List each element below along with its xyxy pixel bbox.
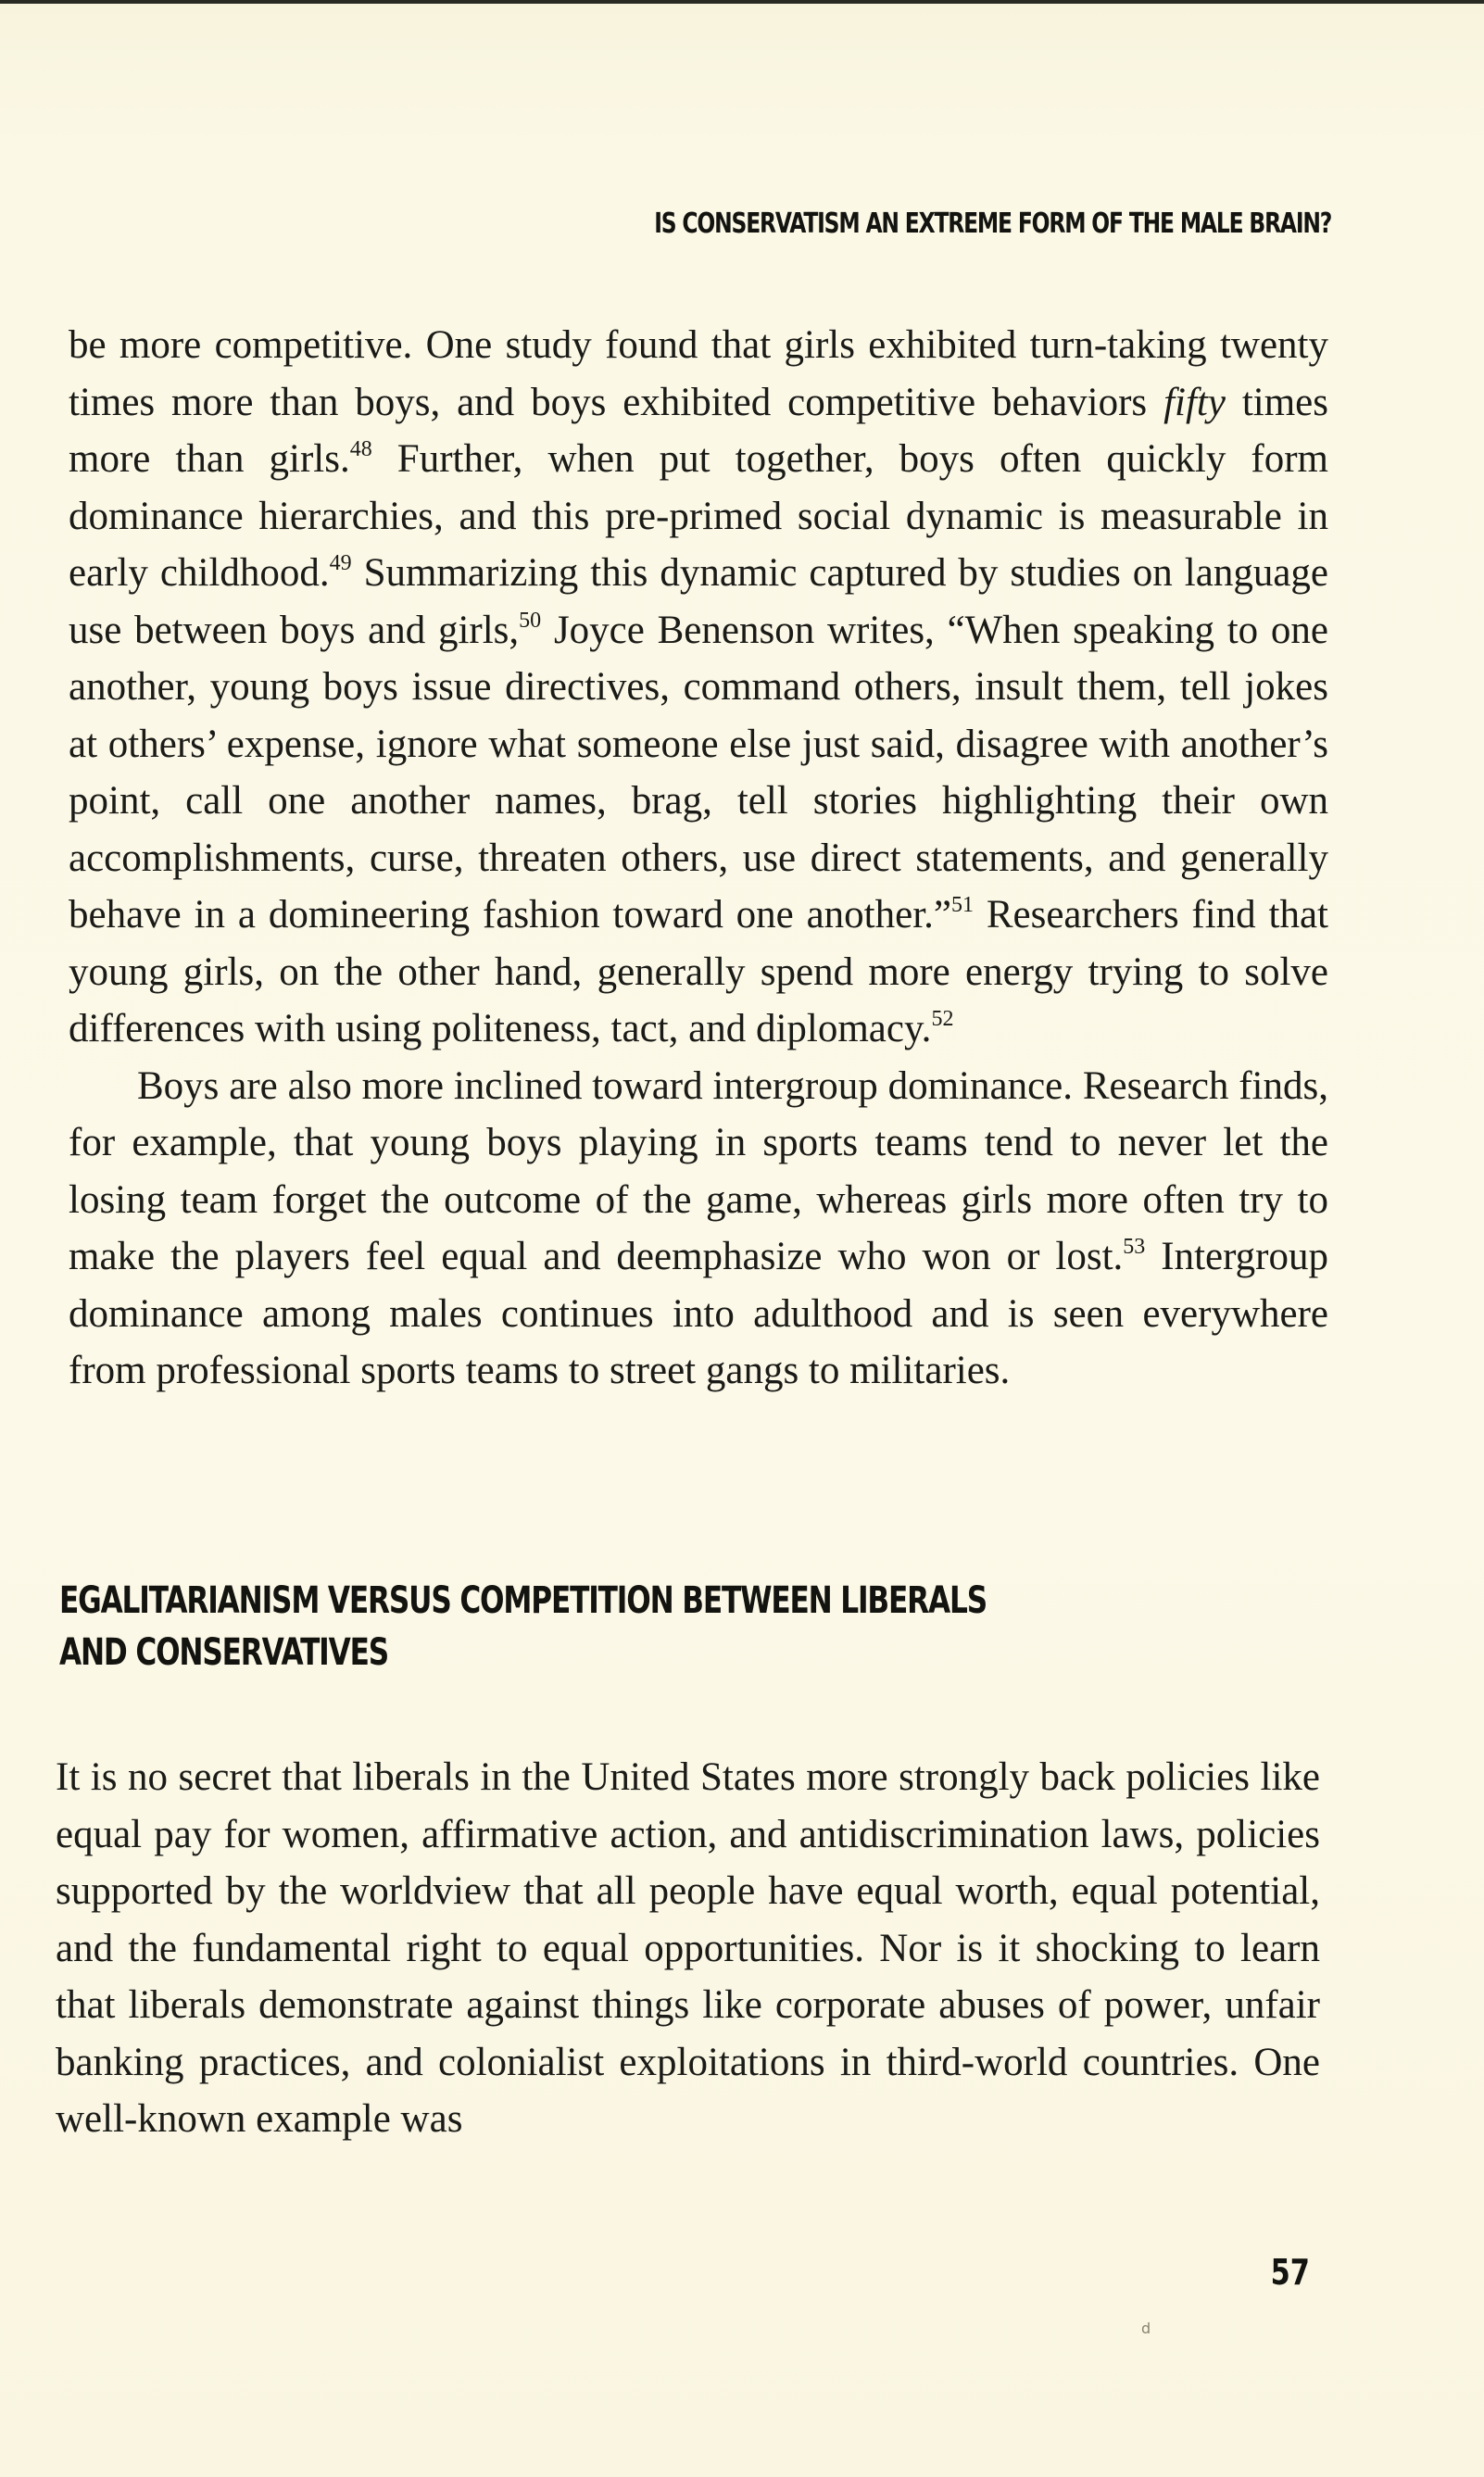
paragraph-2-text-a: Boys are also more inclined toward intergroup dominance. Research finds, for example, that young boys playing in sports teams tend to never let the losing team forget the outcome of the game, whereas girls more often try to make the players feel equal and deemphasize who won or lost.: [69, 1063, 1328, 1278]
paragraph-1-text-e: Joyce Benenson writes, “When speaking to one another, young boys issue directives, command others, insult them, tell jokes at others’ expense, ignore what someone else just said, disagree with another’s point, call one another names, brag, tell stories highlighting their own accomplishments, curse, threaten others, use direct statements, and generally behave in a domineering fashion toward one another.”: [69, 608, 1329, 937]
paragraph-1-text-a: be more competitive. One study found that girls exhibited turn-taking twenty times more than boys, and boys exhibited competitive behaviors: [69, 323, 1328, 424]
footnote-ref-50: 50: [519, 608, 542, 633]
paragraph-2: [69, 1058, 1328, 1400]
paper-speck-mark: ⅾ: [1141, 2320, 1151, 2337]
page-top-edge: [0, 0, 1484, 4]
section-heading-line-2: AND CONSERVATIVES: [59, 1631, 389, 1674]
footnote-ref-51: 51: [951, 893, 974, 917]
paragraph-1-text-c: Further, when put together, boys often quickly form dominance hierarchies, and this pre-primed social dynamic is measurable in early childhood.: [69, 437, 1328, 595]
body-text-block-2: [56, 1749, 1320, 2148]
page-number: 57: [1270, 2252, 1310, 2293]
paragraph-1-text-d: Summarizing this dynamic captured by studies on language use between boys and girls,: [69, 551, 1328, 652]
section-heading: [59, 1575, 987, 1679]
paragraph-1: [69, 317, 1328, 1058]
paragraph-3: It is no secret that liberals in the United States more strongly back policies like equal pay for women, affirmative action, and antidiscrimination laws, policies supported by the worldview that all people have equal worth, equal potential, and the fundamental right to equal opportunities. Nor is it shocking to learn that liberals demonstrate against things like corporate abuses of power, unfair banking practices, and colonialist exploitations in third-world countries. One well-known example was: [56, 1755, 1320, 2141]
section-heading-line-1: EGALITARIANISM VERSUS COMPETITION BETWEEN LIBERALS: [59, 1579, 987, 1622]
paragraph-1-text-b: times more than girls.: [69, 380, 1328, 481]
running-head: IS CONSERVATISM AN EXTREME FORM OF THE MALE BRAIN?: [653, 207, 1331, 240]
emphasis-fifty: fifty: [1163, 380, 1226, 424]
footnote-ref-52: 52: [931, 1007, 954, 1031]
footnote-ref-48: 48: [349, 437, 372, 461]
footnote-ref-53: 53: [1123, 1235, 1146, 1259]
paragraph-2-text-b: Intergroup dominance among males continues into adulthood and is seen everywhere from professional sports teams to street gangs to militaries.: [69, 1235, 1328, 1392]
paragraph-1-text-f: Researchers find that young girls, on the other hand, generally spend more energy trying to solve differences with using politeness, tact, and diplomacy.: [69, 893, 1328, 1050]
body-text-block-1: [69, 317, 1328, 1400]
footnote-ref-49: 49: [329, 551, 352, 575]
